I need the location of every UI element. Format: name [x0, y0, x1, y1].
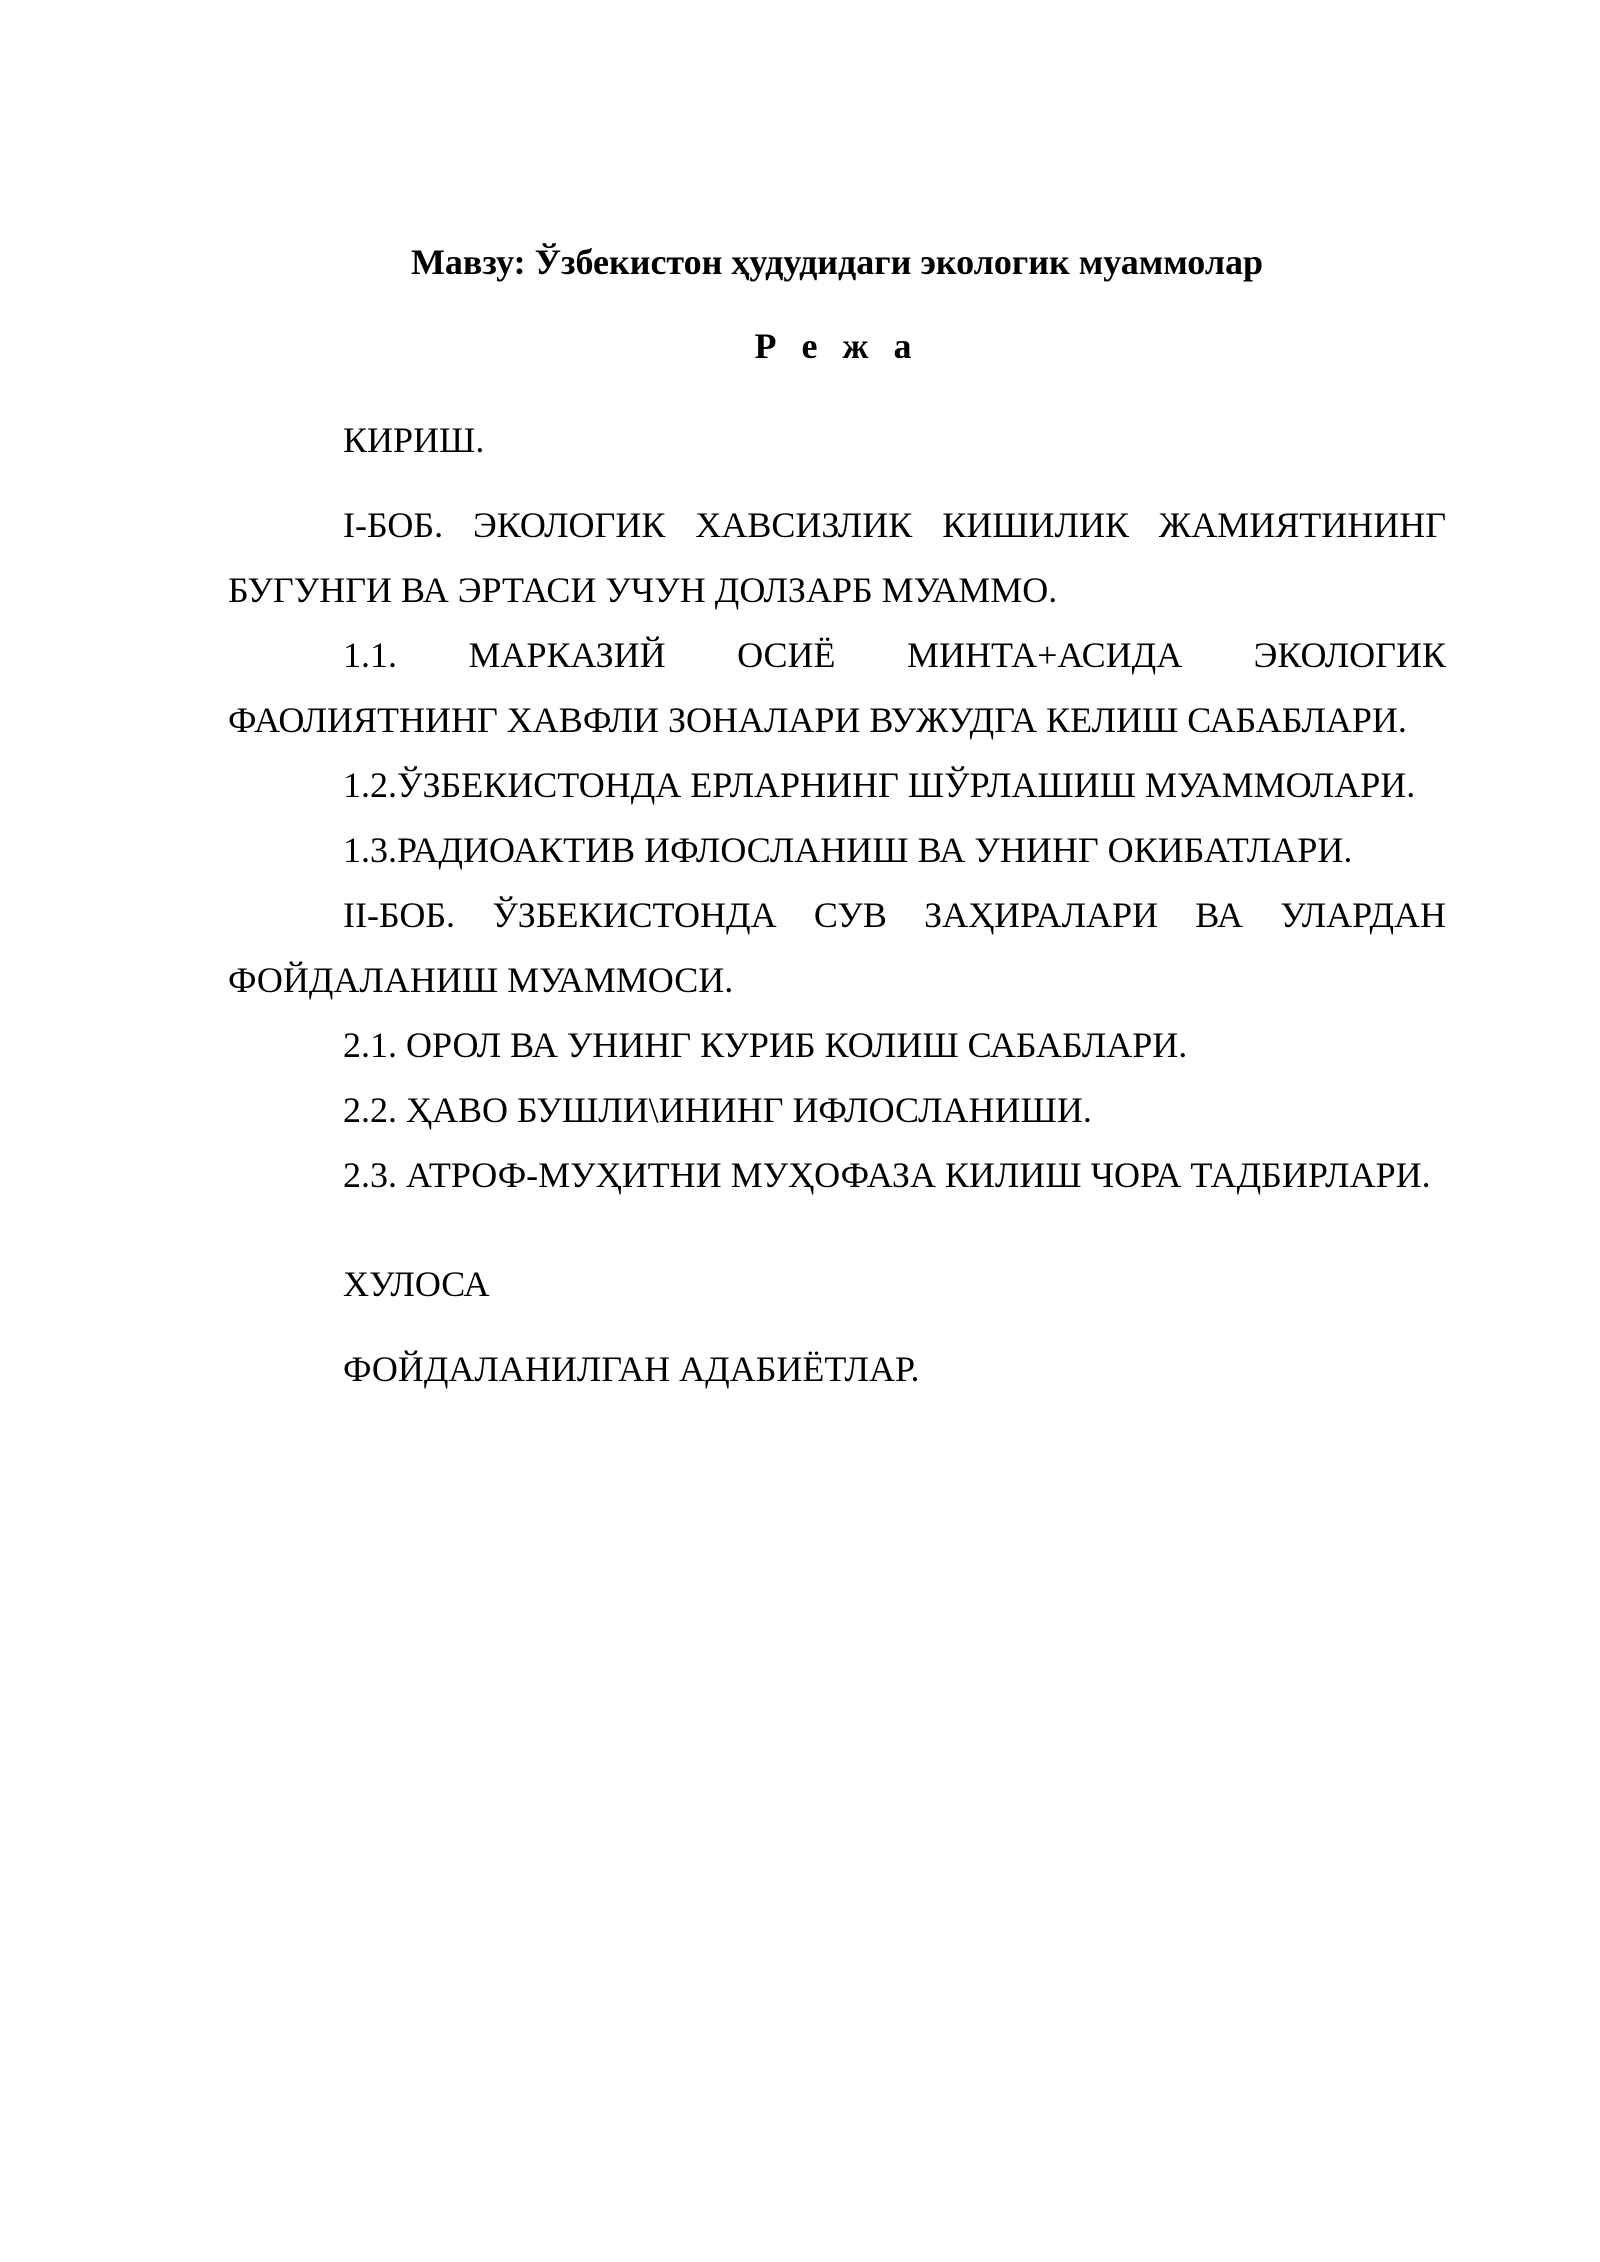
plan-item-references: ФОЙДАЛАНИЛГАН АДАБИЁТЛАР.: [343, 1349, 920, 1389]
plan-item-2-2: 2.2. ҲАВО БУШЛИ\ИНИНГ ИФЛОСЛАНИШИ.: [343, 1090, 1092, 1130]
document-title: Мавзу: Ўзбекистон ҳудудидаги экологик муаммолар: [410, 242, 1264, 282]
plan-item-introduction: КИРИШ.: [343, 420, 485, 460]
plan-item-1-2: 1.2.ЎЗБЕКИСТОНДА ЕРЛАРНИНГ ШЎРЛАШИШ МУАММОЛАРИ.: [343, 765, 1416, 805]
plan-item-1-1: 1.1. МАРКАЗИЙ ОСИЁ МИНТА+АСИДА ЭКОЛОГИК ФАОЛИЯТНИНГ ХАВФЛИ ЗОНАЛАРИ ВУЖУДГА КЕЛИШ САБАБЛАРИ.: [228, 635, 1446, 740]
plan-list: [228, 408, 1446, 1402]
plan-item-1-3: 1.3.РАДИОАКТИВ ИФЛОСЛАНИШ ВА УНИНГ ОКИБАТЛАРИ.: [343, 830, 1353, 870]
plan-item-2-1: 2.1. ОРОЛ ВА УНИНГ КУРИБ КОЛИШ САБАБЛАРИ.: [343, 1025, 1188, 1065]
plan-item-chapter-2: II-БОБ. ЎЗБЕКИСТОНДА СУВ ЗАҲИРАЛАРИ ВА УЛАРДАН ФОЙДАЛАНИШ МУАММОСИ.: [228, 895, 1446, 1000]
document-body: [228, 238, 1446, 1402]
plan-heading: Р е ж а: [754, 326, 920, 366]
plan-item-2-3: 2.3. АТРОФ-МУҲИТНИ МУҲОФАЗА КИЛИШ ЧОРА ТАДБИРЛАРИ.: [343, 1155, 1431, 1195]
plan-item-conclusion: ХУЛОСА: [343, 1264, 490, 1304]
plan-item-chapter-1: I-БОБ. ЭКОЛОГИК ХАВСИЗЛИК КИШИЛИК ЖАМИЯТИНИНГ БУГУНГИ ВА ЭРТАСИ УЧУН ДОЛЗАРБ МУАММО.: [228, 505, 1446, 610]
